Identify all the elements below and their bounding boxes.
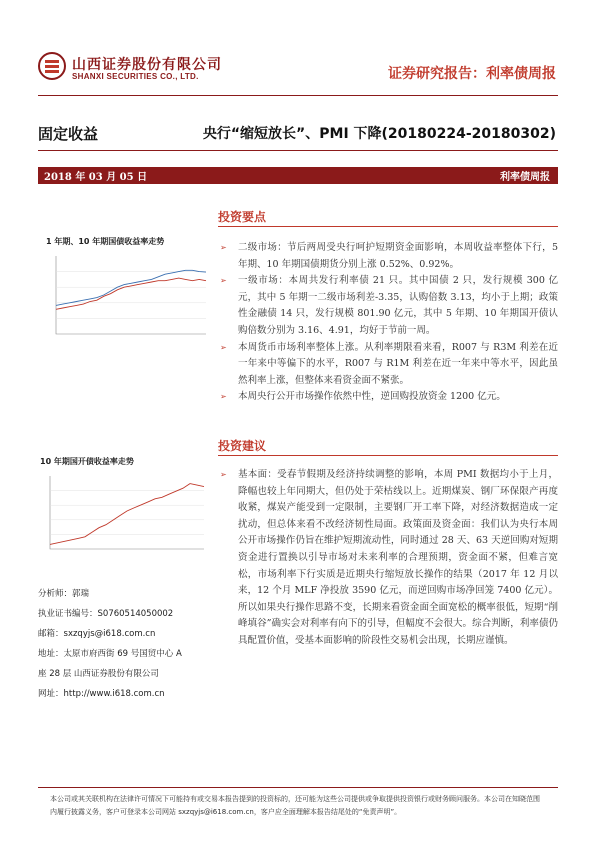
analyst-block [38, 584, 208, 704]
bullet-item [218, 389, 558, 406]
chart2-title: 10 年期国开债收益率走势 [40, 457, 134, 466]
bullet-text: 本周央行公开市场操作依然中性，逆回购投放资金 1200 亿元。 [238, 391, 506, 403]
cert-value: S0760514050002 [97, 609, 174, 619]
arrow-bullet-icon: ➢ [220, 276, 227, 286]
key-points-heading: 投资要点 [218, 210, 267, 224]
cert-row [38, 604, 208, 624]
arrow-bullet-icon: ➢ [220, 243, 227, 252]
email-label: 邮箱： [38, 629, 64, 639]
arrow-bullet-icon: ➢ [220, 392, 227, 402]
analyst-row [38, 584, 208, 604]
bullet-text: 基本面：受春节假期及经济持续调整的影响，本周 PMI 数据均小于上月，降幅也较上年同期大，但仍处于荣枯线以上。近期煤炭、钢厂环保限产再度收紧，煤炭产能受到一定限制，主要钢厂开工率下降，对经济数据造成一定扰动，但总体来看不改经济韧性局面。政策面及资金面：我们认为央行本周公开市场操作仍旨在维护短期流动性，同时通过 28 天、63 天逆回购对短期资金进行置换以引导市场对未来利率的合理预期，资金面不紧，但难言宽松，市场利率下行实质是近期央行缩短放长操作的结果（2017 年 12 月以来，12 个月 MLF 净投放 3590 亿元，而逆回购市场净回笼 7400 亿元）。所以如果央行操作思路不变，长期来看资金面全面宽松的概率很低，短期“削峰填谷”确实会对利率有向下的引导，但幅度不会很大。综合判断，利率债仍具配置价值，受基本面影响的阶段性交易机会出现，长期应谨慎。 [238, 469, 558, 646]
header-divider [38, 95, 558, 96]
chart1-plot [42, 250, 210, 350]
email-value[interactable]: sxzqyjs@i618.com.cn [63, 629, 156, 639]
analyst-name: 郭瑞 [72, 589, 90, 599]
arrow-bullet-icon: ➢ [220, 470, 227, 479]
bullet-text: 一级市场：本周共发行利率债 21 只。其中国债 2 只，发行规模 300 亿元，其中 5 年期一二级市场利差-3.35，认购倍数 3.13，均小于上期；政策性金融债 14 只，发行规模 801.90 亿元，其中 5 年期、10 年期国开债认购倍数分别为 3.16、4.91，均好于节前一周。 [238, 275, 558, 336]
chart2-plot [36, 470, 208, 565]
bullet-text: 二级市场：节后两周受央行呵护短期资金面影响，本周收益率整体下行，5 年期、10 年期国债期货分别上涨 0.52%、0.92%。 [238, 242, 558, 270]
footer-divider [38, 787, 558, 788]
date-bar-label: 利率债周报 [500, 172, 550, 183]
key-points-list [218, 240, 558, 406]
chart-axis [50, 476, 204, 549]
address-value-2: 座 28 层 山西证券股份有限公司 [38, 669, 159, 679]
chart1-title: 1 年期、10 年期国债收益率走势 [46, 237, 165, 246]
cert-label: 执业证书编号： [38, 609, 98, 619]
address-label: 地址： [38, 649, 64, 659]
company-name-en: SHANXI SECURITIES CO., LTD. [72, 72, 199, 81]
address-value: 太原市府西街 69 号国贸中心 A [63, 649, 182, 659]
title-divider [38, 150, 558, 151]
company-logo-icon [38, 52, 66, 80]
report-type: 证券研究报告：利率债周报 [388, 66, 556, 82]
email-row [38, 624, 208, 644]
date-bar [38, 167, 558, 184]
web-row [38, 684, 208, 704]
analyst-label: 分析师： [38, 589, 73, 599]
advice-heading: 投资建议 [218, 439, 267, 453]
advice-divider [218, 455, 558, 456]
key-points-divider [218, 226, 558, 227]
chart-series-line [56, 270, 206, 305]
disclaimer-text: 本公司或其关联机构在法律许可情况下可能持有或交易本报告提到的投资标的，还可能为这些公司提供或争取提供投资银行或财务顾问服务。本公司在知晓范围内履行披露义务，客户可登录本公司网站 sxzqyjs@i618.com.cn，客户应全面理解本报告结尾处的“免责声明”。 [50, 795, 540, 816]
bullet-item [218, 273, 558, 339]
advice-list [218, 467, 558, 650]
bullet-item [218, 467, 558, 650]
bullet-item [218, 240, 558, 273]
arrow-bullet-icon: ➢ [220, 342, 227, 352]
chart-series-line [56, 278, 206, 309]
report-category: 固定收益 [38, 125, 99, 143]
company-name-cn: 山西证券股份有限公司 [72, 57, 222, 73]
web-label: 网址： [38, 689, 64, 699]
report-date: 2018 年 03 月 05 日 [44, 172, 148, 183]
bullet-text: 本周货币市场利率整体上涨。从利率期限看来看，R007 与 R3M 利差在近一年来中等偏下的水平，R007 与 R1M 利差在近一年来中等水平，因此虽然利率上涨，但整体来看资金面不紧张。 [238, 341, 558, 386]
chart-axis [56, 256, 206, 334]
address-row [38, 644, 208, 664]
chart-series-line [50, 484, 204, 545]
report-title: 央行“缩短放长”、PMI 下降(20180224-20180302) [202, 126, 556, 142]
address-row-2 [38, 664, 208, 684]
web-value[interactable]: http://www.i618.com.cn [63, 689, 165, 699]
bullet-item [218, 340, 558, 390]
